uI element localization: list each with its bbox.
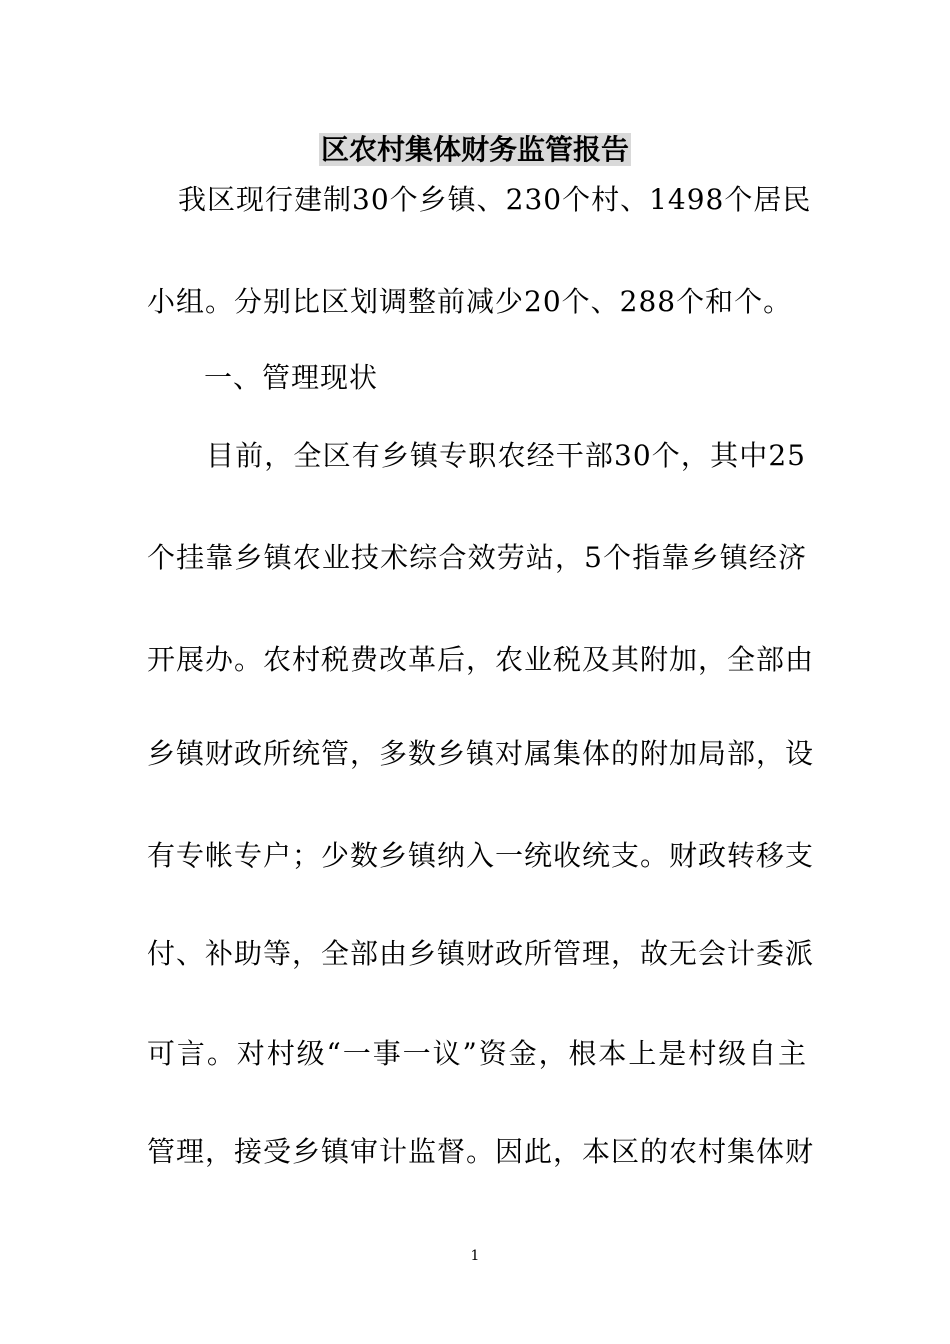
- paragraph-line: 付、补助等，全部由乡镇财政所管理，故无会计委派: [147, 937, 815, 970]
- paragraph-line: 有专帐专户；少数乡镇纳入一统收统支。财政转移支: [147, 839, 815, 872]
- paragraph-line: 目前，全区有乡镇专职农经干部30个，其中25: [206, 439, 806, 472]
- paragraph-line: 个挂靠乡镇农业技术综合效劳站，5个指靠乡镇经济: [147, 541, 807, 574]
- section-heading: 一、管理现状: [204, 361, 379, 394]
- document-title: [0, 130, 950, 170]
- title-text: 区农村集体财务监管报告: [320, 133, 629, 166]
- paragraph-line: 可言。对村级“一事一议”资金，根本上是村级自主: [147, 1037, 807, 1070]
- paragraph-line: 我区现行建制30个乡镇、230个村、1498个居民: [178, 183, 812, 216]
- paragraph-line: 小组。分别比区划调整前减少20个、288个和个。: [147, 285, 793, 318]
- page-number: 1: [470, 1248, 480, 1264]
- paragraph-line: 开展办。农村税费改革后，农业税及其附加，全部由: [147, 643, 815, 676]
- paragraph-line: 管理，接受乡镇审计监督。因此，本区的农村集体财: [147, 1135, 815, 1168]
- paragraph-line: 乡镇财政所统管，多数乡镇对属集体的附加局部，设: [147, 737, 815, 770]
